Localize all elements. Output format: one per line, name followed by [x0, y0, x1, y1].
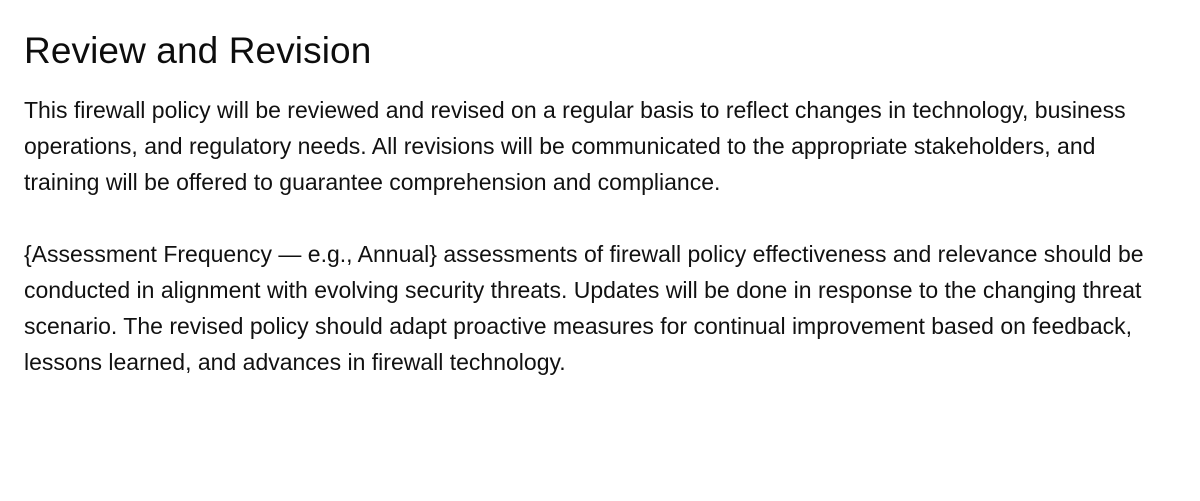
paragraph-spacer [24, 200, 1170, 236]
page-title: Review and Revision [24, 30, 372, 71]
paragraph-assessment-frequency: {Assessment Frequency — e.g., Annual} assessments of firewall policy effectiveness and relevance should be conducted in alignment with evolving security threats. Updates will be done in response to the changing threat scenario. The revised policy should adapt proactive measures for continual improvement based on feedback, lessons learned, and advances in firewall technology. [24, 241, 1144, 376]
paragraph-review-policy: This firewall policy will be reviewed and revised on a regular basis to reflect changes in technology, business operations, and regulatory needs. All revisions will be communicated to the appropriate stakeholders, and training will be offered to guarantee comprehension and compliance. [24, 97, 1126, 196]
